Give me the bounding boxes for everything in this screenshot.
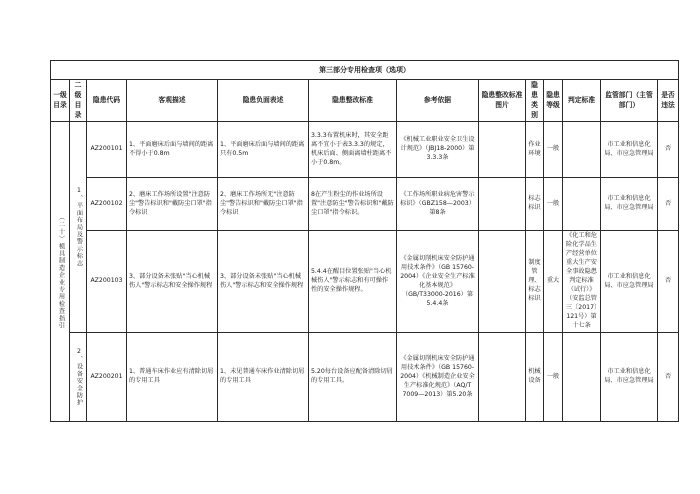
objective-cell: 1、普通车床作业应有清除切屑的专用工具 (127, 333, 218, 422)
grade-cell: 重大 (544, 231, 563, 333)
code-cell: AZ200102 (87, 178, 127, 231)
negative-cell: 2、磨床工作场所无"注意防尘"警告标识和"戴防尘口罩"指令标识 (218, 178, 309, 231)
illegal-cell: 否 (658, 231, 679, 333)
grade-cell: 一般 (544, 178, 563, 231)
header-dept: 监管部门（主管部门） (601, 80, 658, 122)
judge-cell (563, 178, 601, 231)
category-cell: 标志标识 (526, 178, 544, 231)
basis-cell: 《金属切削机床安全防护通用技术条件》（GB 15760-2004）《企业安全生产标准化基本规范》（GB/T33000-2016）第5.4.4条 (397, 231, 479, 333)
table-row (51, 333, 679, 422)
illegal-cell: 否 (658, 178, 679, 231)
header-level1: 一级目录 (51, 80, 70, 122)
table-row (51, 122, 679, 178)
dept-cell: 市工业和信息化局、市应急管理局 (601, 178, 658, 231)
judge-cell: 《化工和危险化学品生产经营单位重大生产安全事故隐患判定标准（试行）》（安监总管三〔2017〕121号）第十七条 (563, 231, 601, 333)
level2-label: 1、平面布局及警示标志 (75, 187, 83, 268)
objective-cell: 1、平面磨床后面与墙间的距离不得小于0.8m (127, 122, 218, 178)
category-cell: 机械设备 (526, 333, 544, 422)
level2-cell (70, 122, 87, 333)
category-cell: 制度管理、标志标识 (526, 231, 544, 333)
header-basis: 参考依据 (397, 80, 479, 122)
negative-cell: 3、部分设备未张贴"当心机械伤人"警示标志和安全操作规程 (218, 231, 309, 333)
header-category: 隐患类别 (526, 80, 544, 122)
basis-cell: 《机械工业职业安全卫生设计规范》（JBJ18-2000）第3.3.3条 (397, 122, 479, 178)
header-standard: 隐患整改标准 (309, 80, 397, 122)
section-title: 第三部分专用检查项（选项） (51, 61, 679, 80)
header-objective: 客观描述 (127, 80, 218, 122)
standard-cell: 5.4.4在醒目位置张贴"当心机械伤人"警示标志和有可操作性的安全操作规程。 (309, 231, 397, 333)
header-level2: 二级目录 (70, 80, 87, 122)
image-cell (479, 333, 526, 422)
objective-cell: 2、磨床工作场所设置"注意防尘"警告标识和"戴防尘口罩"指令标识 (127, 178, 218, 231)
header-code: 隐患代码 (87, 80, 127, 122)
header-row (51, 80, 679, 122)
grade-cell: 一般 (544, 333, 563, 422)
header-image: 隐患整改标准图片 (479, 80, 526, 122)
level1-cell (51, 122, 70, 422)
judge-cell (563, 122, 601, 178)
standard-cell: 5.20每台设备应配备清除切屑的专用工具。 (309, 333, 397, 422)
dept-cell: 市工业和信息化局、市应急管理局 (601, 122, 658, 178)
table-row (51, 178, 679, 231)
image-cell (479, 231, 526, 333)
grade-cell: 一般 (544, 122, 563, 178)
level1-label: （二十）模具制造企业专用检查指引 (57, 214, 65, 330)
header-illegal: 是否违法 (658, 80, 679, 122)
illegal-cell: 否 (658, 122, 679, 178)
section-title-row (51, 61, 679, 80)
judge-cell (563, 333, 601, 422)
negative-cell: 1、未见普通车床作业清除切屑的专用工具 (218, 333, 309, 422)
code-cell: AZ200201 (87, 333, 127, 422)
dept-cell: 市工业和信息化局、市应急管理局 (601, 333, 658, 422)
negative-cell: 1、平面磨床后面与墙间的距离只有0.5m (218, 122, 309, 178)
table-row (51, 231, 679, 333)
basis-cell: 《工作场所职业病危害警示标识》（GBZ158—2003）第8条 (397, 178, 479, 231)
category-cell: 作业环境 (526, 122, 544, 178)
objective-cell: 3、部分设备未张贴"当心机械伤人"警示标志和安全操作规程 (127, 231, 218, 333)
level2-label: 2、设备安全防护 (75, 348, 83, 407)
header-judge: 判定标准 (563, 80, 601, 122)
header-negative: 隐患负面表述 (218, 80, 309, 122)
image-cell (479, 178, 526, 231)
standard-cell: 3.3.3布置机床时，其安全距离不宜小于表3.3.3的规定，机床后面、侧面离墙柱距离不小于0.8m。 (309, 122, 397, 178)
inspection-table (50, 60, 679, 422)
header-grade: 隐患等级 (544, 80, 563, 122)
basis-cell: 《金属切削机床安全防护通用技术条件》（GB 15760-2004）《机械制造企业安全生产标准化规范》（AQ/T 7009—2013）第5.20条 (397, 333, 479, 422)
code-cell: AZ200101 (87, 122, 127, 178)
illegal-cell: 否 (658, 333, 679, 422)
code-cell: AZ200103 (87, 231, 127, 333)
image-cell (479, 122, 526, 178)
standard-cell: 8在产生粉尘的作业场所设置"注意防尘"警告标识和"戴防尘口罩"指令标识。 (309, 178, 397, 231)
level2-cell (70, 333, 87, 422)
dept-cell: 市工业和信息化局、市应急管理局 (601, 231, 658, 333)
